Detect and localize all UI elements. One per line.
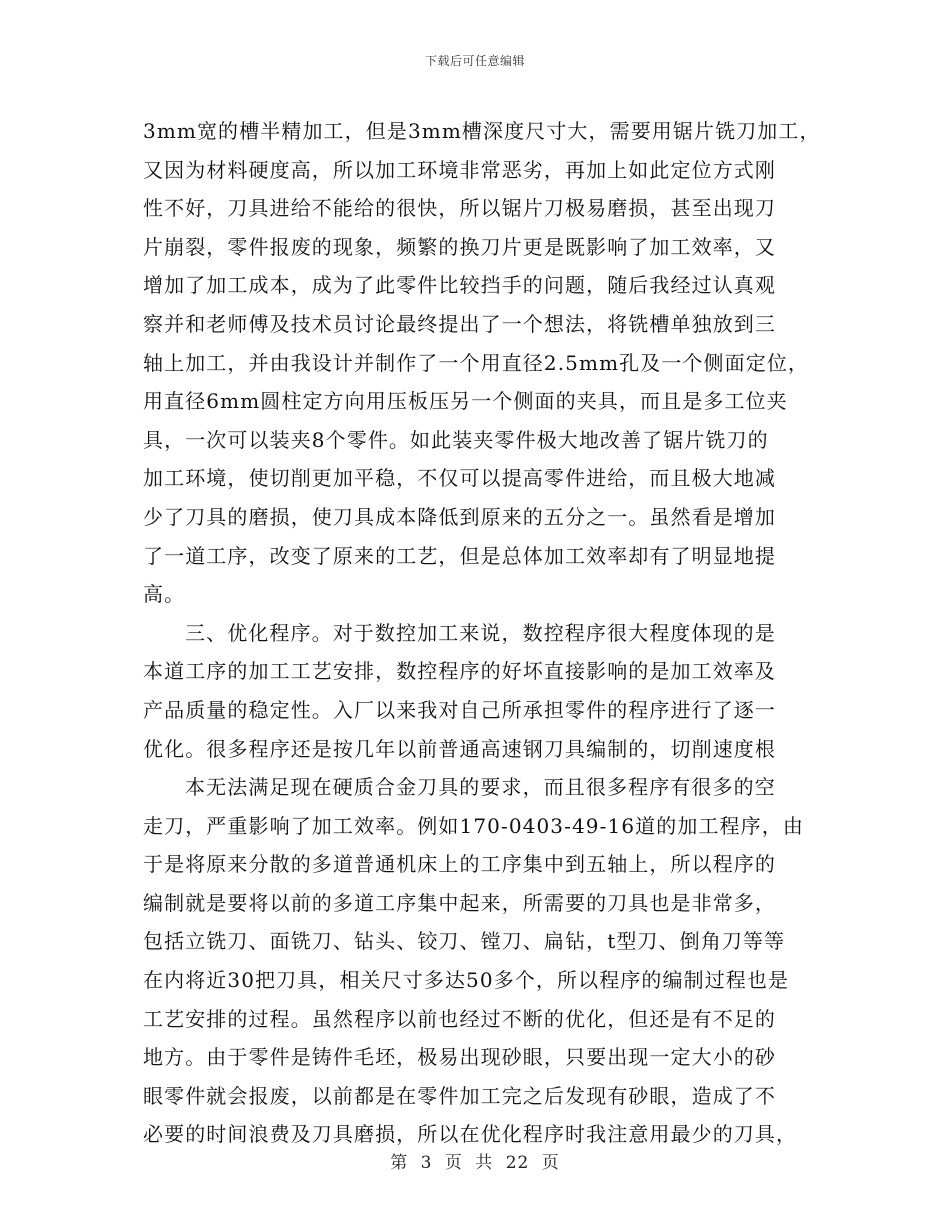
footer-total-pages: 22 bbox=[505, 1153, 530, 1173]
text-line: 优化。很多程序还是按几年以前普通高速钢刀具编制的，切削速度根 bbox=[143, 736, 776, 761]
text-line: 于是将原来分散的多道普通机床上的工序集中到五轴上，所以程序的 bbox=[143, 852, 776, 877]
text-line: 察并和老师傅及技术员讨论最终提出了一个想法，将铣槽单独放到三 bbox=[143, 311, 776, 336]
text-line: 了一道工序，改变了原来的工艺，但是总体加工效率却有了明显地提 bbox=[143, 543, 776, 568]
text-line: 增加了加工成本，成为了此零件比较挡手的问题，随后我经过认真观 bbox=[143, 273, 776, 298]
text-line: 包括立铣刀、面铣刀、钻头、铰刀、镗刀、扁钻，t型刀、倒角刀等等 bbox=[143, 929, 786, 954]
footer-prefix: 第 bbox=[390, 1153, 409, 1173]
text-line: 走刀，严重影响了加工效率。例如170-0403-49-16道的加工程序，由 bbox=[143, 813, 804, 838]
body-text bbox=[143, 112, 823, 1154]
text-line: 具，一次可以装夹8个零件。如此装夹零件极大地改善了锯片铣刀的 bbox=[143, 427, 769, 452]
footer-suffix: 页 bbox=[541, 1153, 560, 1173]
text-line: 必要的时间浪费及刀具磨损，所以在优化程序时我注意用最少的刀具， bbox=[143, 1122, 798, 1147]
text-line: 高。 bbox=[143, 582, 186, 607]
text-line: 加工环境，使切削更加平稳，不仅可以提高零件进给，而且极大地减 bbox=[143, 466, 776, 491]
text-line: 产品质量的稳定性。入厂以来我对自己所承担零件的程序进行了逐一 bbox=[143, 697, 776, 722]
text-line: 本道工序的加工工艺安排，数控程序的好坏直接影响的是加工效率及 bbox=[143, 659, 776, 684]
text-line: 用直径6mm圆柱定方向用压板压另一个侧面的夹具，而且是多工位夹 bbox=[143, 389, 788, 414]
text-line: 轴上加工，并由我设计并制作了一个用直径2.5mm孔及一个侧面定位， bbox=[143, 350, 810, 375]
text-line: 在内将近30把刀具，相关尺寸多达50多个，所以程序的编制过程也是 bbox=[143, 968, 790, 993]
text-line: 眼零件就会报废，以前都是在零件加工完之后发现有砂眼，造成了不 bbox=[143, 1083, 776, 1108]
text-line: 性不好，刀具进给不能给的很快，所以锯片刀极易磨损，甚至出现刀 bbox=[143, 196, 776, 221]
footer-page-label: 页 bbox=[444, 1153, 463, 1173]
section-heading-line: 三、优化程序。对于数控加工来说，数控程序很大程度体现的是 bbox=[185, 620, 776, 645]
text-line: 工艺安排的过程。虽然程序以前也经过不断的优化，但还是有不足的 bbox=[143, 1006, 776, 1031]
page-header-note: 下载后可任意编辑 bbox=[424, 54, 525, 68]
text-line: 片崩裂，零件报废的现象，频繁的换刀片更是既影响了加工效率，又 bbox=[143, 234, 776, 259]
footer-total-label: 共 bbox=[475, 1153, 494, 1173]
text-line: 地方。由于零件是铸件毛坯，极易出现砂眼，只要出现一定大小的砂 bbox=[143, 1045, 776, 1070]
text-line: 本无法满足现在硬质合金刀具的要求，而且很多程序有很多的空 bbox=[185, 775, 776, 800]
text-line: 又因为材料硬度高，所以加工环境非常恶劣，再加上如此定位方式刚 bbox=[143, 157, 776, 182]
page-footer bbox=[0, 1148, 950, 1173]
footer-page-number: 3 bbox=[420, 1153, 433, 1173]
text-line: 3mm宽的槽半精加工，但是3mm槽深度尺寸大，需要用锯片铣刀加工， bbox=[143, 119, 821, 143]
text-line: 少了刀具的磨损，使刀具成本降低到原来的五分之一。虽然看是增加 bbox=[143, 504, 776, 529]
text-line: 编制就是要将以前的多道工序集中起来，所需要的刀具也是非常多， bbox=[143, 890, 776, 915]
